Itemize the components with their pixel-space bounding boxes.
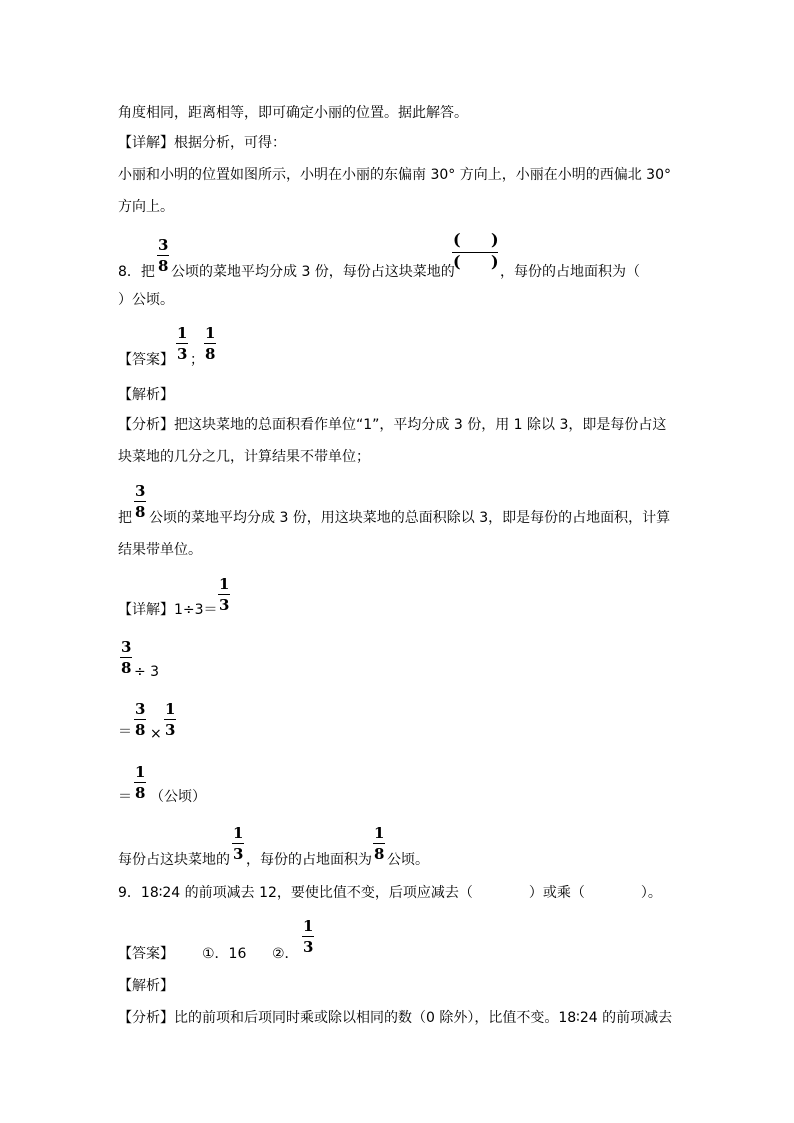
fraction-one-third [218, 576, 230, 613]
analysis-text: 【分析】把这块菜地的总面积看作单位“1”，平均分成 3 份，用 1 除以 3，即是每份占这 [118, 417, 667, 433]
fraction-numerator: 1 [233, 824, 244, 842]
fraction-denominator: 3 [219, 596, 230, 614]
analysis-text: 块菜地的几分之几，计算结果不带单位； [118, 449, 370, 465]
analysis-text: 公顷的菜地平均分成 3 份，用这块菜地的总面积除以 3，即是每份的占地面积，计算 [149, 510, 671, 526]
analysis-text: 把 [118, 510, 132, 526]
conclusion-text: 公顷。 [387, 852, 429, 868]
fraction-three-eighths [134, 701, 146, 738]
fraction-denominator: 3 [303, 938, 314, 956]
question-8-text: ，每份的占地面积为（ [500, 264, 640, 280]
answer-label: 【答案】 [118, 352, 174, 368]
fraction-one-third [232, 825, 244, 862]
question-8-number: 8．把 [118, 264, 155, 280]
fraction-denominator: 8 [158, 257, 169, 275]
answer-9-item-1: ①．16 [202, 946, 247, 962]
fraction-one-third [164, 701, 176, 738]
fraction-numerator: 1 [374, 824, 385, 842]
analysis-text: 【分析】比的前项和后项同时乘或除以相同的数（0 除外），比值不变。18∶24 的前项减去 [118, 1010, 673, 1026]
fraction-one-third [302, 918, 314, 955]
text-line: 角度相同，距离相等，即可确定小丽的位置。据此解答。 [118, 105, 468, 121]
fraction-numerator: 3 [121, 638, 132, 656]
fraction-numerator: 1 [177, 324, 188, 342]
times-sign: × [150, 726, 162, 742]
analysis-heading: 【解析】 [118, 387, 174, 403]
fraction-numerator: 3 [135, 700, 146, 718]
fraction-numerator: 3 [135, 482, 146, 500]
answer-9-item-2: ②． [272, 946, 299, 962]
conclusion-text: ，每份的占地面积为 [246, 852, 372, 868]
fraction-one-eighth [373, 825, 385, 862]
fraction-three-eighths [134, 483, 146, 520]
fraction-denominator: 8 [135, 784, 146, 802]
fraction-three-eighths [157, 237, 169, 274]
fraction-numerator: 1 [303, 917, 314, 935]
fraction-denominator: 3 [165, 721, 176, 739]
fraction-one-eighth [204, 325, 216, 362]
equals-sign: ＝ [118, 789, 132, 805]
analysis-heading: 【解析】 [118, 978, 174, 994]
answer-label: 【答案】 [118, 946, 174, 962]
blank-paren-open: ( [453, 230, 461, 249]
conclusion-text: 每份占这块菜地的 [118, 852, 230, 868]
fraction-numerator: 1 [205, 324, 216, 342]
fraction-one-eighth [134, 764, 146, 801]
detail-heading: 【详解】1÷3＝ [118, 602, 218, 618]
text-line: 方向上。 [118, 199, 174, 215]
fraction-denominator: 8 [121, 659, 132, 677]
blank-paren-close: ) [491, 230, 499, 249]
blank-paren-open: ( [453, 252, 461, 271]
fraction-denominator: 3 [233, 845, 244, 863]
fraction-denominator: 8 [135, 721, 146, 739]
fraction-three-eighths [120, 639, 132, 676]
equals-sign: ＝ [118, 724, 132, 740]
fraction-numerator: 1 [135, 763, 146, 781]
question-8-text: 公顷的菜地平均分成 3 份，每份占这块菜地的 [171, 264, 455, 280]
blank-paren-close: ) [491, 252, 499, 271]
analysis-text: 结果带单位。 [118, 542, 202, 558]
question-9-text: 9．18∶24 的前项减去 12，要使比值不变，后项应减去（ ）或乘（ ）。 [118, 885, 662, 901]
fraction-denominator: 8 [135, 503, 146, 521]
fraction-numerator: 3 [158, 236, 169, 254]
fraction-denominator: 8 [205, 345, 216, 363]
fraction-numerator: 1 [219, 575, 230, 593]
unit-label: （公顷） [150, 789, 206, 805]
fraction-denominator: 8 [374, 845, 385, 863]
fraction-denominator: 3 [177, 345, 188, 363]
fraction-one-third [176, 325, 188, 362]
divide-three: ÷ 3 [134, 664, 160, 680]
fraction-numerator: 1 [165, 700, 176, 718]
text-line: 小丽和小明的位置如图所示，小明在小丽的东偏南 30° 方向上，小丽在小明的西偏北 30° [118, 167, 671, 183]
question-8-text: ）公顷。 [118, 292, 174, 308]
detail-heading: 【详解】根据分析，可得： [118, 135, 286, 151]
answer-separator: ； [190, 352, 204, 368]
